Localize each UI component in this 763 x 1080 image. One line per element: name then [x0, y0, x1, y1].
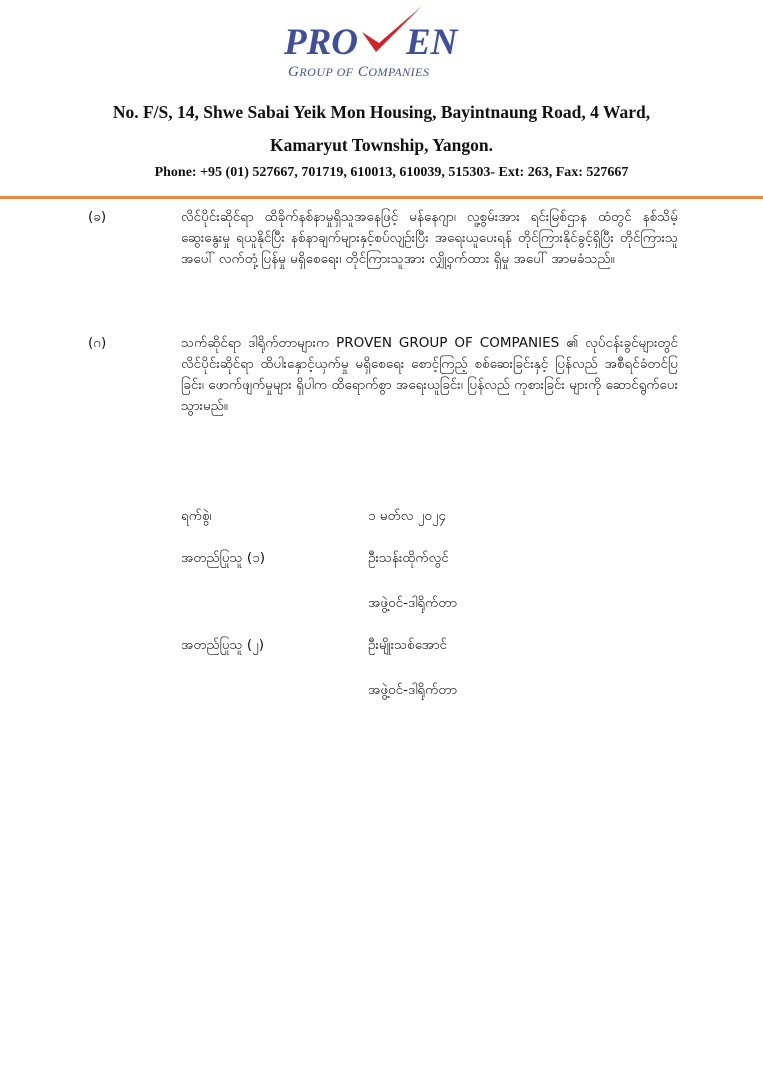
- approver-2-name: ဦးမျိုးသစ်အောင်: [368, 637, 448, 653]
- company-logo: [280, 4, 490, 84]
- address-line-2: Kamaryut Township, Yangon.: [269, 135, 494, 155]
- paragraph-number: (ဂ): [88, 335, 107, 351]
- header-divider: [0, 196, 763, 199]
- logo-subtitle: GROUP OF COMPANIES: [288, 64, 430, 80]
- approver-1-name: ဦးသန်းထိုက်လွင်: [368, 550, 449, 566]
- date-label: ရက်စွဲ၊: [181, 508, 212, 524]
- paragraph-text: လိင်ပိုင်းဆိုင်ရာ ထိခိုက်နစ်နာမှုရှိသူအနေဖြင့် မန်နေဂျာ၊ လူ့စွမ်းအား ရင်းမြစ်ဌာန ထံတွင် နစ်သိမ့်ဆွေးနွေးမှု ရယူနိုင်ပြီး နစ်နာချက်များနှင့်စပ်လျဉ်းပြီး အရေးယူပေးရန် တိုင်ကြားနိုင်ခွင့်ရှိပြီး တိုင်ကြားသူအပေါ် လက်တုံ့ပြန်မှု မရှိစေရေး၊ တိုင်ကြားသူအား လျှို့ဝှက်ထား ရှိမှု အပေါ် အာမခံသည်။: [181, 209, 678, 267]
- paragraph-ga: [88, 333, 678, 417]
- approver-1-label: အတည်ပြုသူ (၁): [181, 550, 266, 566]
- logo-wordmark: PRO EN: [284, 22, 458, 63]
- address-line-1: No. F/S, 14, Shwe Sabai Yeik Mon Housing, Bayintnaung Road, 4 Ward,: [112, 102, 651, 122]
- phone-line: Phone: +95 (01) 527667, 701719, 610013, 610039, 515303- Ext: 263, Fax: 527667: [154, 165, 629, 180]
- proven-logo-graphic: [280, 4, 490, 84]
- paragraph-kha: [88, 207, 678, 270]
- paragraph-text: သက်ဆိုင်ရာ ဒါရိုက်တာများက PROVEN GROUP OF COMPANIES ၏ လုပ်ငန်းခွင်များတွင် လိင်ပိုင်းဆိုင်ရာ ထိပါးနှောင့်ယှက်မှု မရှိစေရေး စောင့်ကြည့် စစ်ဆေးခြင်းနှင့် ပြန်လည် အစီရင်ခံတင်ပြခြင်း၊ ဖောက်ဖျက်မှုများ ရှိပါက ထိရောက်စွာ အရေးယူခြင်း၊ ပြန်လည် ကုစားခြင်း များကို ဆောင်ရွက်ပေးသွားမည်။: [181, 335, 678, 414]
- approver-1-title: အဖွဲ့ဝင်-ဒါရိုက်တာ: [368, 595, 458, 611]
- approver-2-label: အတည်ပြုသူ (၂): [181, 637, 265, 653]
- approver-2-title: အဖွဲ့ဝင်-ဒါရိုက်တာ: [368, 682, 458, 698]
- paragraph-number: (ခ): [88, 209, 107, 225]
- date-value: ၁ မတ်လ ၂၀၂၄: [368, 508, 447, 524]
